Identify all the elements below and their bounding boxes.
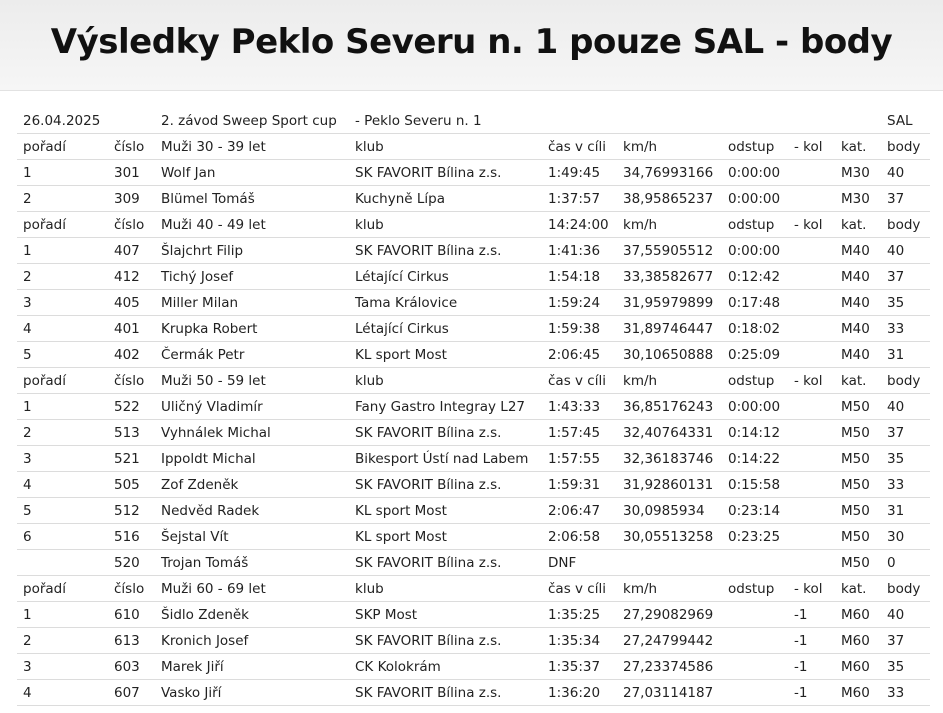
cell-points: 31 [881, 342, 930, 368]
cell-number: 512 [108, 498, 155, 524]
cell-points: 31 [881, 498, 930, 524]
cell-speed: 31,92860131 [617, 472, 722, 498]
cell-rank: 4 [17, 680, 108, 706]
header-speed: km/h [617, 368, 722, 394]
cell-rank: 2 [17, 628, 108, 654]
header-points: body [881, 576, 930, 602]
header-points: body [881, 212, 930, 238]
cell-name: Uličný Vladimír [155, 394, 349, 420]
header-number: číslo [108, 212, 155, 238]
cell-speed: 30,0985934 [617, 498, 722, 524]
cell-finish-time: 2:06:45 [542, 342, 617, 368]
cell-gap [722, 628, 788, 654]
cell-gap: 0:00:00 [722, 238, 788, 264]
cell-gap: 0:14:12 [722, 420, 788, 446]
header-name: Muži 60 - 69 let [155, 576, 349, 602]
cell-name: Šlajchrt Filip [155, 238, 349, 264]
cell-rank: 4 [17, 472, 108, 498]
cell-name: Tichý Josef [155, 264, 349, 290]
cell-finish-time: 1:43:33 [542, 394, 617, 420]
cell-points: 33 [881, 316, 930, 342]
cell-laps [788, 264, 835, 290]
cell-speed: 32,36183746 [617, 446, 722, 472]
cell-laps: -1 [788, 680, 835, 706]
table-row [17, 264, 930, 290]
cell-finish-time: 1:35:25 [542, 602, 617, 628]
info-row [17, 108, 930, 134]
cell-speed: 32,40764331 [617, 420, 722, 446]
group-header-row [17, 212, 930, 238]
cell-speed: 30,10650888 [617, 342, 722, 368]
cell-gap: 0:00:00 [722, 160, 788, 186]
cell-gap: 0:14:22 [722, 446, 788, 472]
cell-number: 522 [108, 394, 155, 420]
cell-category: M50 [835, 446, 881, 472]
header-gap: odstup [722, 134, 788, 160]
cell-rank: 1 [17, 394, 108, 420]
header-finish-time: čas v cíli [542, 134, 617, 160]
cell-speed: 27,23374586 [617, 654, 722, 680]
cell-number: 505 [108, 472, 155, 498]
cell-finish-time: DNF [542, 550, 617, 576]
cell-speed: 34,76993166 [617, 160, 722, 186]
table-row [17, 472, 930, 498]
header-finish-time: čas v cíli [542, 368, 617, 394]
cell-laps: -1 [788, 628, 835, 654]
cell-laps [788, 160, 835, 186]
race-name: 2. závod Sweep Sport cup [155, 108, 349, 134]
header-points: body [881, 368, 930, 394]
cell-rank: 5 [17, 342, 108, 368]
cell-club: SKP Most [349, 602, 542, 628]
cell-category: M60 [835, 628, 881, 654]
cell-name: Trojan Tomáš [155, 550, 349, 576]
cell-gap: 0:23:14 [722, 498, 788, 524]
cell-laps [788, 342, 835, 368]
cell-finish-time: 2:06:58 [542, 524, 617, 550]
cell-name: Zof Zdeněk [155, 472, 349, 498]
cell-name: Krupka Robert [155, 316, 349, 342]
table-row [17, 654, 930, 680]
cell-category: M40 [835, 316, 881, 342]
cell-finish-time: 1:57:55 [542, 446, 617, 472]
cell-laps: -1 [788, 654, 835, 680]
cell-number: 401 [108, 316, 155, 342]
cell-gap [722, 602, 788, 628]
cell-category: M40 [835, 342, 881, 368]
cell-club: Létající Cirkus [349, 264, 542, 290]
results-table [17, 108, 930, 706]
cell-gap [722, 550, 788, 576]
cell-points: 35 [881, 290, 930, 316]
header-name: Muži 50 - 59 let [155, 368, 349, 394]
cell-name: Ippoldt Michal [155, 446, 349, 472]
cell-speed: 27,24799442 [617, 628, 722, 654]
table-row [17, 628, 930, 654]
cell-number: 301 [108, 160, 155, 186]
header-category: kat. [835, 576, 881, 602]
header-rank: pořadí [17, 368, 108, 394]
group-header-row [17, 134, 930, 160]
header-number: číslo [108, 368, 155, 394]
cell-gap: 0:00:00 [722, 394, 788, 420]
table-row [17, 602, 930, 628]
table-row [17, 550, 930, 576]
cell-rank: 2 [17, 186, 108, 212]
cell-category: M60 [835, 680, 881, 706]
cell-gap: 0:15:58 [722, 472, 788, 498]
cell-category: M40 [835, 238, 881, 264]
table-row [17, 420, 930, 446]
cell-points: 37 [881, 264, 930, 290]
cell-number: 402 [108, 342, 155, 368]
cell-number: 513 [108, 420, 155, 446]
cell-name: Vyhnálek Michal [155, 420, 349, 446]
header-name: Muži 30 - 39 let [155, 134, 349, 160]
cell-category: M30 [835, 160, 881, 186]
cell-rank: 2 [17, 420, 108, 446]
header-category: kat. [835, 368, 881, 394]
cell-gap [722, 680, 788, 706]
cell-finish-time: 1:35:34 [542, 628, 617, 654]
cell-rank: 1 [17, 602, 108, 628]
cell-rank: 1 [17, 160, 108, 186]
cell-category: M50 [835, 498, 881, 524]
cell-club: Kuchyně Lípa [349, 186, 542, 212]
cell-club: CK Kolokrám [349, 654, 542, 680]
cell-rank: 3 [17, 654, 108, 680]
cell-speed: 30,05513258 [617, 524, 722, 550]
cell-number: 603 [108, 654, 155, 680]
header-laps: - kol [788, 576, 835, 602]
table-row [17, 160, 930, 186]
page-header [0, 0, 943, 91]
header-gap: odstup [722, 368, 788, 394]
cell-laps [788, 316, 835, 342]
cell-club: Létající Cirkus [349, 316, 542, 342]
header-club: klub [349, 368, 542, 394]
cell-points: 40 [881, 394, 930, 420]
header-finish-time: čas v cíli [542, 576, 617, 602]
cell-number: 520 [108, 550, 155, 576]
header-gap: odstup [722, 212, 788, 238]
cell-club: SK FAVORIT Bílina z.s. [349, 680, 542, 706]
cell-laps [788, 498, 835, 524]
cell-club: Tama Královice [349, 290, 542, 316]
cell-speed: 31,95979899 [617, 290, 722, 316]
header-points: body [881, 134, 930, 160]
cell-speed [617, 550, 722, 576]
cell-laps: -1 [788, 602, 835, 628]
cell-gap: 0:23:25 [722, 524, 788, 550]
cell-rank: 3 [17, 290, 108, 316]
table-row [17, 498, 930, 524]
cell-laps [788, 186, 835, 212]
table-row [17, 394, 930, 420]
header-laps: - kol [788, 134, 835, 160]
header-club: klub [349, 134, 542, 160]
cell-finish-time: 1:59:38 [542, 316, 617, 342]
cell-category: M50 [835, 550, 881, 576]
cell-number: 407 [108, 238, 155, 264]
cell-finish-time: 1:54:18 [542, 264, 617, 290]
cell-category: M50 [835, 472, 881, 498]
cell-speed: 27,29082969 [617, 602, 722, 628]
cell-rank: 5 [17, 498, 108, 524]
cell-number: 309 [108, 186, 155, 212]
header-speed: km/h [617, 212, 722, 238]
series-tag: SAL [881, 108, 930, 134]
cell-rank: 1 [17, 238, 108, 264]
cell-name: Nedvěd Radek [155, 498, 349, 524]
cell-laps [788, 238, 835, 264]
cell-name: Blümel Tomáš [155, 186, 349, 212]
cell-number: 607 [108, 680, 155, 706]
cell-laps [788, 472, 835, 498]
group-header-row [17, 368, 930, 394]
cell-club: KL sport Most [349, 524, 542, 550]
header-laps: - kol [788, 368, 835, 394]
cell-number: 405 [108, 290, 155, 316]
group-header-row [17, 576, 930, 602]
cell-club: Fany Gastro Integray L27 [349, 394, 542, 420]
cell-name: Wolf Jan [155, 160, 349, 186]
cell-points: 33 [881, 472, 930, 498]
cell-gap: 0:18:02 [722, 316, 788, 342]
cell-club: SK FAVORIT Bílina z.s. [349, 472, 542, 498]
cell-club: KL sport Most [349, 342, 542, 368]
header-rank: pořadí [17, 576, 108, 602]
cell-club: SK FAVORIT Bílina z.s. [349, 628, 542, 654]
header-finish-time: 14:24:00 [542, 212, 617, 238]
cell-name: Marek Jiří [155, 654, 349, 680]
cell-finish-time: 1:35:37 [542, 654, 617, 680]
cell-laps [788, 524, 835, 550]
cell-club: SK FAVORIT Bílina z.s. [349, 550, 542, 576]
cell-name: Čermák Petr [155, 342, 349, 368]
cell-club: SK FAVORIT Bílina z.s. [349, 238, 542, 264]
table-row [17, 238, 930, 264]
cell-speed: 27,03114187 [617, 680, 722, 706]
cell-category: M60 [835, 602, 881, 628]
cell-category: M60 [835, 654, 881, 680]
header-category: kat. [835, 212, 881, 238]
table-row [17, 342, 930, 368]
header-club: klub [349, 576, 542, 602]
cell-number: 613 [108, 628, 155, 654]
cell-rank: 2 [17, 264, 108, 290]
cell-number: 516 [108, 524, 155, 550]
cell-points: 35 [881, 654, 930, 680]
cell-finish-time: 1:57:45 [542, 420, 617, 446]
cell-laps [788, 550, 835, 576]
table-row [17, 680, 930, 706]
cell-number: 521 [108, 446, 155, 472]
cell-gap [722, 654, 788, 680]
cell-laps [788, 420, 835, 446]
cell-points: 30 [881, 524, 930, 550]
cell-points: 37 [881, 628, 930, 654]
cell-category: M40 [835, 264, 881, 290]
cell-points: 40 [881, 602, 930, 628]
table-row [17, 290, 930, 316]
race-date: 26.04.2025 [17, 108, 108, 134]
cell-points: 40 [881, 238, 930, 264]
cell-name: Miller Milan [155, 290, 349, 316]
cell-speed: 33,38582677 [617, 264, 722, 290]
cell-finish-time: 1:59:31 [542, 472, 617, 498]
cell-finish-time: 1:41:36 [542, 238, 617, 264]
cell-club: SK FAVORIT Bílina z.s. [349, 160, 542, 186]
cell-finish-time: 1:36:20 [542, 680, 617, 706]
results-body [17, 108, 930, 706]
cell-laps [788, 446, 835, 472]
header-category: kat. [835, 134, 881, 160]
cell-club: Bikesport Ústí nad Labem [349, 446, 542, 472]
cell-points: 40 [881, 160, 930, 186]
cell-category: M50 [835, 394, 881, 420]
cell-club: SK FAVORIT Bílina z.s. [349, 420, 542, 446]
cell-finish-time: 1:49:45 [542, 160, 617, 186]
results-sheet [17, 108, 930, 706]
header-rank: pořadí [17, 134, 108, 160]
cell-category: M50 [835, 420, 881, 446]
cell-finish-time: 2:06:47 [542, 498, 617, 524]
cell-laps [788, 394, 835, 420]
cell-rank: 6 [17, 524, 108, 550]
header-number: číslo [108, 134, 155, 160]
cell-points: 0 [881, 550, 930, 576]
cell-gap: 0:00:00 [722, 186, 788, 212]
cell-points: 33 [881, 680, 930, 706]
header-laps: - kol [788, 212, 835, 238]
cell-points: 35 [881, 446, 930, 472]
table-row [17, 316, 930, 342]
cell-club: KL sport Most [349, 498, 542, 524]
cell-laps [788, 290, 835, 316]
cell-gap: 0:12:42 [722, 264, 788, 290]
cell-finish-time: 1:59:24 [542, 290, 617, 316]
table-row [17, 446, 930, 472]
cell-name: Vasko Jiří [155, 680, 349, 706]
cell-number: 412 [108, 264, 155, 290]
cell-speed: 31,89746447 [617, 316, 722, 342]
cell-category: M40 [835, 290, 881, 316]
cell-name: Kronich Josef [155, 628, 349, 654]
cell-rank [17, 550, 108, 576]
cell-name: Šidlo Zdeněk [155, 602, 349, 628]
header-name: Muži 40 - 49 let [155, 212, 349, 238]
cell-speed: 37,55905512 [617, 238, 722, 264]
table-row [17, 524, 930, 550]
header-gap: odstup [722, 576, 788, 602]
cell-rank: 4 [17, 316, 108, 342]
cell-gap: 0:25:09 [722, 342, 788, 368]
table-row [17, 186, 930, 212]
cell-category: M50 [835, 524, 881, 550]
cell-speed: 36,85176243 [617, 394, 722, 420]
cell-points: 37 [881, 186, 930, 212]
header-speed: km/h [617, 576, 722, 602]
cell-points: 37 [881, 420, 930, 446]
header-club: klub [349, 212, 542, 238]
cell-category: M30 [835, 186, 881, 212]
cell-rank: 3 [17, 446, 108, 472]
cell-speed: 38,95865237 [617, 186, 722, 212]
event-name: - Peklo Severu n. 1 [349, 108, 542, 134]
cell-gap: 0:17:48 [722, 290, 788, 316]
header-number: číslo [108, 576, 155, 602]
cell-number: 610 [108, 602, 155, 628]
cell-finish-time: 1:37:57 [542, 186, 617, 212]
cell-name: Šejstal Vít [155, 524, 349, 550]
header-rank: pořadí [17, 212, 108, 238]
page-title: Výsledky Peklo Severu n. 1 pouze SAL - body [50, 22, 893, 62]
header-speed: km/h [617, 134, 722, 160]
